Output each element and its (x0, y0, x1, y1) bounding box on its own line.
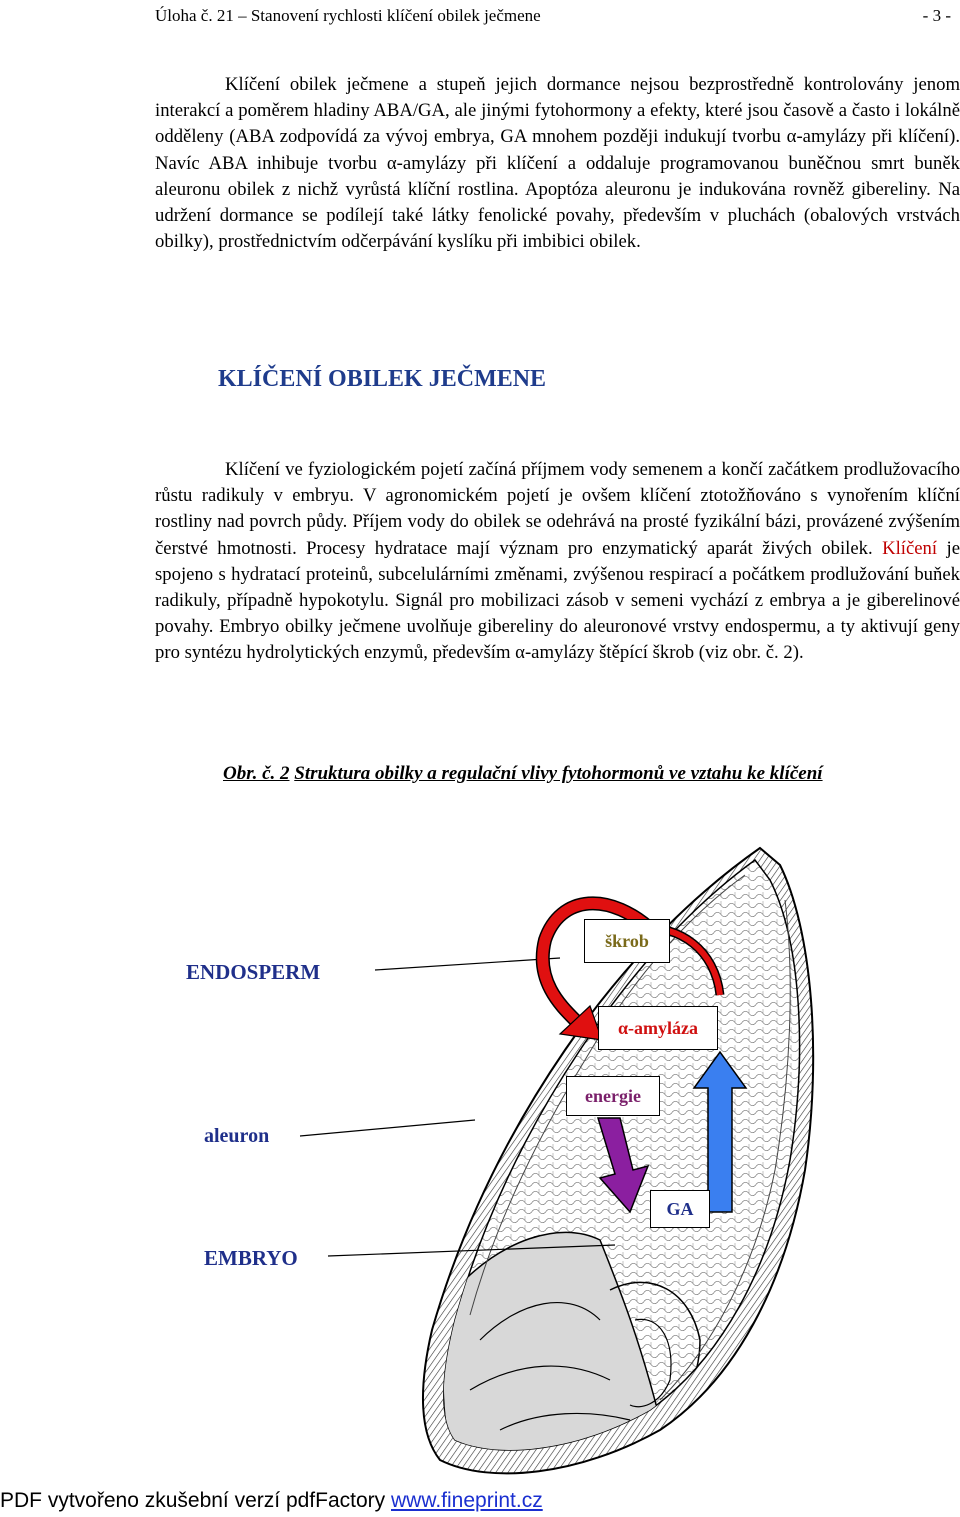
label-endosperm: ENDOSPERM (186, 960, 321, 984)
paragraph-dormance: Klíčení obilek ječmene a stupeň jejich dormance nejsou bezprostředně kontrolovány jenom interakcí a poměrem hladiny ABA/GA, ale jinými fytohormony a efekty, které jsou časově a často i lokálně odděleny (ABA zodpovídá za vývoj embrya, GA mnohem později indukují tvorbu α-amylázy při klíčení). Navíc ABA inhibuje tvorbu α-amylázy při klíčení a oddaluje programovanou buněčnou smrt buněk aleuronu obilek z nichž vyrůstá klíční rostlina. Apoptóza aleuronu je indukována rovněž gibereliny. Na udržení dormance se podílejí také látky fenolické povahy, především v pluchách (obalových vrstvách obilky), prostřednictvím odčerpávání kyslíku při imbibici obilek. (155, 74, 960, 253)
box-skrob: škrob (584, 919, 670, 963)
box-energie: energie (566, 1076, 660, 1116)
endosperm-leader (375, 958, 560, 970)
paragraph-part2: je spojeno s hydratací proteinů, subcelulárními změnami, zvýšenou respirací a počátkem prodlužování buňek radikuly, případně hypokotylu. Signál pro mobilizaci zásob v semeni vychází z embrya a je giberelinové povahy. Embryo obilky ječmene uvolňuje gibereliny do aleuronové vrstvy endospermu, a ty aktivují geny pro syntézu hydrolytických enzymů, především α-amylázy štěpící škrob (viz obr. č. 2). (155, 537, 960, 664)
caption-prefix: Obr. č. 2 (223, 763, 290, 784)
label-embryo: EMBRYO (204, 1246, 298, 1270)
footer-link[interactable]: www.fineprint.cz (391, 1489, 543, 1512)
highlight-klicení: Klíčení (882, 537, 938, 559)
figure-caption (223, 763, 823, 785)
footer-text: PDF vytvořeno zkušební verzí pdfFactory (0, 1489, 386, 1512)
grain-figure (0, 820, 960, 1480)
label-aleuron: aleuron (204, 1125, 270, 1147)
section-heading: KLÍČENÍ OBILEK JEČMENE (218, 366, 547, 392)
paragraph-part1: Klíčení ve fyziologickém pojetí začíná příjmem vody semenem a končí začátkem prodlužovacího růstu radikuly v embryu. V agronomickém pojetí je ovšem klíčení ztotožňováno s vynořením klíční rostliny nad povrch půdy. Příjem vody do obilek se odehrává na prosté fyzikální bázi, provázené zvýšením čerstvé hmotnosti. Procesy hydratace mají význam pro enzymatický aparát živých obilek. (155, 459, 960, 559)
caption-text: Struktura obilky a regulační vlivy fytohormonů ve vztahu ke klíčení (294, 763, 823, 784)
box-ga: GA (650, 1190, 710, 1228)
grain-illustration (0, 820, 960, 1480)
page-number: - 3 - (922, 6, 951, 25)
aleuron-leader (300, 1120, 475, 1136)
footer (0, 1489, 543, 1513)
paragraph-klicení (155, 457, 960, 667)
header-title: Úloha č. 21 – Stanovení rychlosti klíčení obilek ječmene (155, 6, 541, 25)
box-amylaza: α-amyláza (598, 1006, 718, 1050)
